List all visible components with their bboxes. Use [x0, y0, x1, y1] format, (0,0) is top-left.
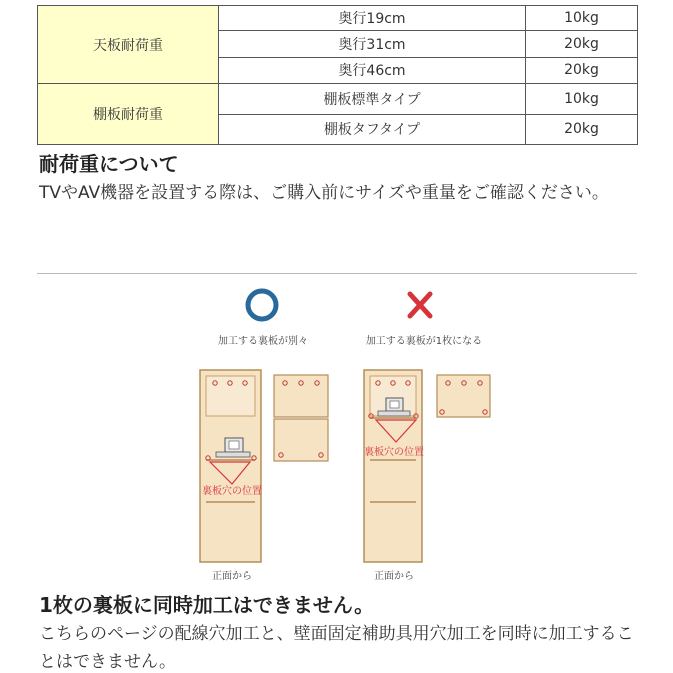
notice-section-title: 1枚の裏板に同時加工はできません。 — [39, 593, 375, 617]
spec-row-value: 20kg — [526, 114, 638, 144]
spec-row-name: 奥行31cm — [219, 31, 526, 57]
section-divider — [37, 273, 637, 274]
ng-caption: 加工する裏板が1枚になる — [365, 336, 483, 347]
top-board-category: 天板耐荷重 — [38, 6, 219, 84]
ok-caption: 加工する裏板が別々 — [218, 336, 308, 347]
ok-shelf-front — [200, 370, 262, 562]
notice-section-body: こちらのページの配線穴加工と、壁面固定補助具用穴加工を同時に加工することはできません。 — [39, 624, 634, 672]
spec-row-value: 20kg — [526, 57, 638, 83]
spec-row-name: 棚板標準タイプ — [219, 84, 526, 114]
hole-position-label: 裏板穴の位置 — [364, 447, 424, 458]
spec-row-value: 10kg — [526, 84, 638, 114]
spec-row-name: 奥行46cm — [219, 57, 526, 83]
ng-shelf-front — [364, 370, 424, 562]
circle-ok-icon — [248, 291, 276, 319]
back-panel-illustration — [180, 280, 500, 585]
spec-row-name: 棚板タフタイプ — [219, 114, 526, 144]
load-section-title: 耐荷重について — [39, 152, 179, 176]
ng-back-panel — [437, 375, 490, 417]
spec-row-name: 奥行19cm — [219, 6, 526, 31]
front-view-label: 正面から — [374, 571, 414, 582]
load-section-body: TVやAV機器を設置する際は、ご購入前にサイズや重量をご確認ください。 — [39, 183, 609, 203]
cross-ng-icon — [410, 294, 430, 316]
shelf-board-category: 棚板耐荷重 — [38, 84, 219, 145]
load-spec-table — [37, 5, 638, 145]
front-view-label: 正面から — [212, 571, 252, 582]
spec-row-value: 10kg — [526, 6, 638, 31]
ok-back-panels — [274, 375, 328, 461]
hole-position-label: 裏板穴の位置 — [202, 486, 262, 497]
spec-row-value: 20kg — [526, 31, 638, 57]
